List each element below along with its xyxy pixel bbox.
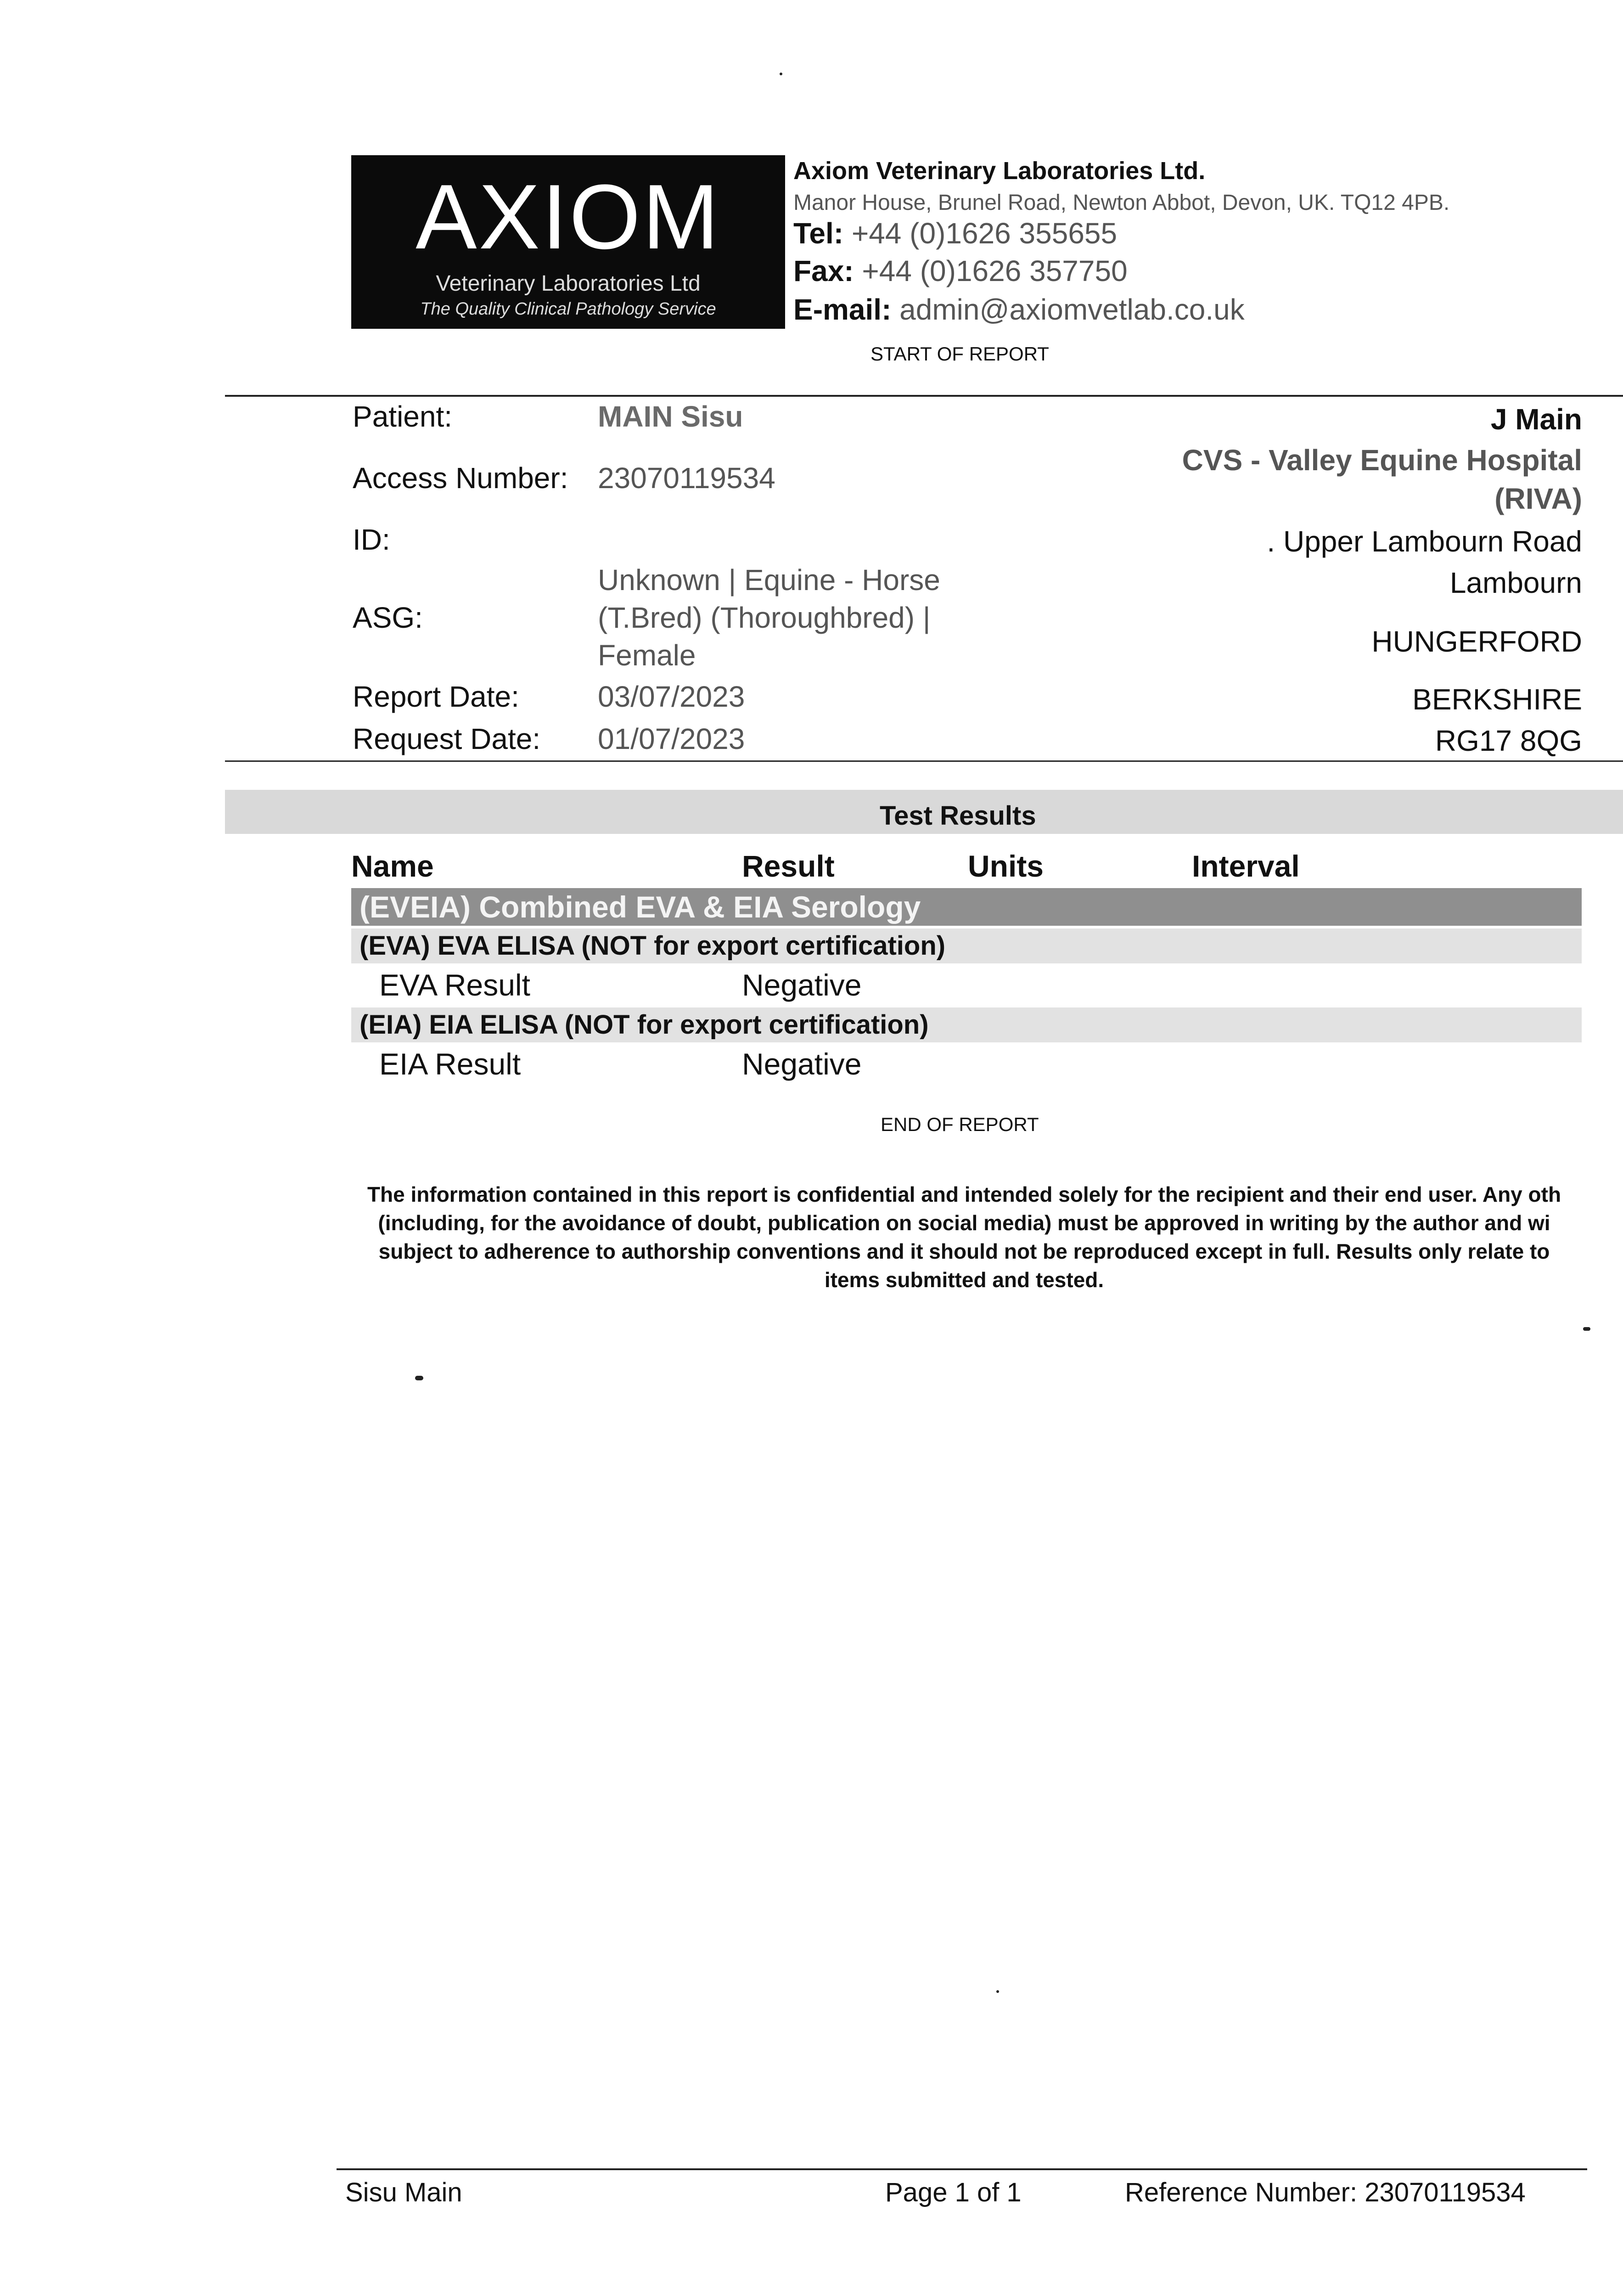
scan-speck xyxy=(415,1376,423,1380)
lab-fax xyxy=(793,253,1128,288)
recipient-name: J Main xyxy=(1490,403,1582,436)
recipient-county: BERKSHIRE xyxy=(1412,683,1582,716)
disclaimer-line: items submitted and tested. xyxy=(824,1268,1104,1292)
lab-tel xyxy=(793,216,1117,251)
logo-wordmark: AXIOM xyxy=(416,166,721,268)
result-value-eia: Negative xyxy=(742,1047,862,1081)
column-header-name: Name xyxy=(351,849,434,883)
confidentiality-disclaimer xyxy=(230,1180,1623,1294)
disclaimer-line: subject to adherence to authorship conventions and it should not be reproduced except in full. Results only relate to xyxy=(378,1239,1550,1263)
test-group-row: (EVEIA) Combined EVA & EIA Serology xyxy=(351,888,1582,926)
lab-address: Manor House, Brunel Road, Newton Abbot, Devon, UK. TQ12 4PB. xyxy=(793,191,1450,215)
footer-divider xyxy=(337,2168,1587,2170)
email-value: admin@axiomvetlab.co.uk xyxy=(899,293,1245,326)
test-heading-eia: (EIA) EIA ELISA (NOT for export certification) xyxy=(351,1007,1582,1042)
asg-label: ASG: xyxy=(353,601,423,634)
scan-speck xyxy=(1583,1327,1590,1331)
column-header-interval: Interval xyxy=(1192,849,1300,883)
start-of-report: START OF REPORT xyxy=(870,343,1049,365)
request-date-label: Request Date: xyxy=(353,722,541,755)
lab-email xyxy=(793,292,1245,327)
recipient-locality: Lambourn xyxy=(1449,566,1582,599)
lab-logo xyxy=(351,155,785,329)
id-label: ID: xyxy=(353,523,390,556)
column-header-units: Units xyxy=(968,849,1044,883)
access-number-label: Access Number: xyxy=(353,461,568,495)
header-divider xyxy=(225,395,1623,397)
patient-label: Patient: xyxy=(353,400,453,433)
email-label: E-mail: xyxy=(793,293,892,326)
recipient-street: . Upper Lambourn Road xyxy=(1267,525,1582,558)
test-results-title: Test Results xyxy=(880,801,1036,831)
request-date: 01/07/2023 xyxy=(598,722,745,755)
result-name-eia: EIA Result xyxy=(379,1047,521,1081)
recipient-clinic: CVS - Valley Equine Hospital (RIVA) xyxy=(1182,444,1582,515)
recipient-postcode: RG17 8QG xyxy=(1435,724,1582,757)
recipient-town: HUNGERFORD xyxy=(1371,625,1582,658)
result-name-eva: EVA Result xyxy=(379,968,530,1002)
patient-divider xyxy=(225,760,1623,762)
tel-label: Tel: xyxy=(793,217,844,250)
logo-tagline: The Quality Clinical Pathology Service xyxy=(420,299,716,319)
disclaimer-line: (including, for the avoidance of doubt, publication on social media) must be approved in writing by the author and wi xyxy=(378,1211,1550,1235)
tel-value: +44 (0)1626 355655 xyxy=(851,217,1118,250)
fax-value: +44 (0)1626 357750 xyxy=(862,254,1128,287)
patient-name: MAIN Sisu xyxy=(598,400,743,433)
fax-label: Fax: xyxy=(793,254,854,287)
lab-name: Axiom Veterinary Laboratories Ltd. xyxy=(793,157,1206,185)
asg-value: Unknown | Equine - Horse (T.Bred) (Thoroughbred) | Female xyxy=(598,563,940,672)
footer-patient: Sisu Main xyxy=(345,2178,462,2207)
result-value-eva: Negative xyxy=(742,968,862,1002)
scan-speck xyxy=(996,1990,999,1993)
report-date: 03/07/2023 xyxy=(598,680,745,713)
column-header-result: Result xyxy=(742,849,835,883)
end-of-report: END OF REPORT xyxy=(881,1114,1039,1135)
footer-page: Page 1 of 1 xyxy=(885,2178,1022,2207)
disclaimer-line: The information contained in this report is confidential and intended solely for the recipient and their end user. Any oth xyxy=(367,1182,1561,1206)
report-date-label: Report Date: xyxy=(353,680,519,713)
logo-subtitle: Veterinary Laboratories Ltd xyxy=(436,271,701,296)
test-heading-eva: (EVA) EVA ELISA (NOT for export certification) xyxy=(351,929,1582,963)
footer-reference: Reference Number: 23070119534 xyxy=(1125,2178,1526,2207)
scan-speck xyxy=(780,73,782,75)
access-number: 23070119534 xyxy=(598,461,775,495)
